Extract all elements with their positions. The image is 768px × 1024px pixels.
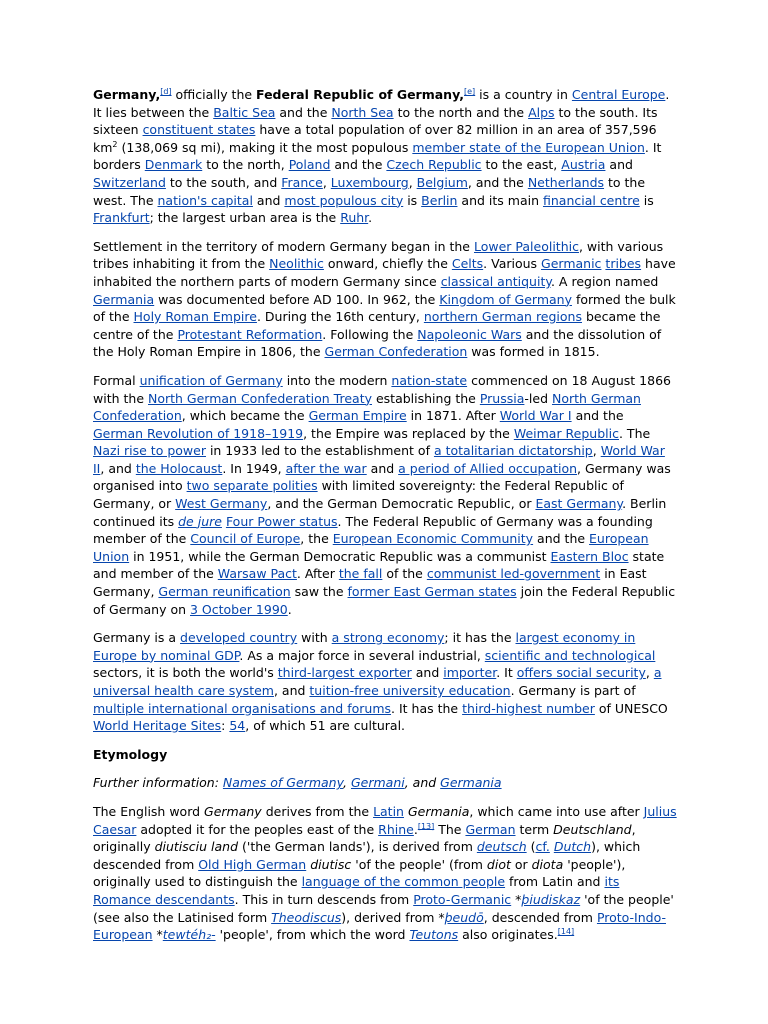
text-run: . Berlin continued its xyxy=(93,496,667,529)
wiki-link[interactable]: Germania xyxy=(440,775,502,791)
wiki-link[interactable]: Council of Europe xyxy=(190,531,301,547)
wiki-link[interactable]: þeudō xyxy=(444,909,484,925)
bold-text: , xyxy=(459,87,465,102)
citation xyxy=(464,87,475,96)
text-run: of the xyxy=(382,566,427,582)
wiki-link[interactable]: Eastern Bloc xyxy=(550,548,629,564)
wiki-link[interactable]: after the war xyxy=(285,460,367,476)
text-run: with xyxy=(297,630,332,646)
wiki-link[interactable]: importer xyxy=(443,665,497,681)
text-run: ), which descended from xyxy=(93,839,641,872)
text-run: adopted it for the peoples east of the xyxy=(136,821,379,837)
text-run: ; it has the xyxy=(444,630,516,646)
wiki-link[interactable]: nation's capital xyxy=(157,192,253,208)
citation-link[interactable]: [13] xyxy=(417,821,435,831)
wiki-link[interactable]: Four Power status xyxy=(225,513,338,529)
wiki-link[interactable]: North German Confederation Treaty xyxy=(147,390,372,406)
text-run: . The Federal Republic of Germany was a founding member of the xyxy=(93,513,653,547)
text-run: officially the xyxy=(171,87,257,102)
text-run: with limited sovereignty: the Federal Republic of Germany, or xyxy=(93,478,624,512)
text-run: in 1933 led to the establishment of xyxy=(205,443,434,459)
italic-text: diota xyxy=(531,856,564,872)
wiki-link[interactable]: 54 xyxy=(229,718,246,734)
bold-text: , xyxy=(155,87,161,102)
text-run: in East Germany, xyxy=(93,566,647,600)
wiki-link[interactable]: deutsch xyxy=(476,839,527,855)
text-run: state and member of the xyxy=(93,548,665,582)
wiki-link[interactable]: constituent states xyxy=(142,122,256,138)
article-body xyxy=(93,86,677,955)
text-run: and the dissolution of the Holy Roman Empire in 1806, the xyxy=(93,326,662,360)
wiki-link[interactable]: Denmark xyxy=(144,157,203,173)
lead-paragraph-2 xyxy=(93,238,677,361)
text-run: * xyxy=(152,927,163,943)
text-run: , with various tribes inhabiting it from the xyxy=(93,238,664,272)
text-run: in 1951, while the German Democratic Republic was a communist xyxy=(129,548,551,564)
text-run: , and xyxy=(273,683,310,698)
text-run: , of which 51 are cultural. xyxy=(245,718,406,734)
text-run: sectors, it is both the world's xyxy=(93,665,278,681)
text-run: , xyxy=(343,775,351,791)
text-run: . In 1949, xyxy=(222,460,286,476)
wiki-link[interactable]: tuition-free university education xyxy=(309,683,511,698)
text-run: to the south, and xyxy=(165,174,282,190)
wiki-link[interactable]: financial centre xyxy=(542,192,640,208)
wiki-link[interactable]: Protestant Reformation xyxy=(177,326,323,342)
wiki-link[interactable]: Central Europe xyxy=(571,87,666,102)
text-run: commenced on 18 August 1866 with the xyxy=(93,372,671,406)
italic-text: diot xyxy=(486,856,511,872)
wiki-link[interactable]: nation-state xyxy=(391,372,468,388)
wiki-link[interactable]: Old High German xyxy=(198,856,307,872)
text-run: ( xyxy=(526,839,536,855)
wiki-link[interactable]: Netherlands xyxy=(527,174,605,190)
citation-link[interactable]: [e] xyxy=(464,86,476,96)
text-run: . The xyxy=(618,425,651,441)
text-run: to the east, xyxy=(481,157,562,173)
lead-paragraph-1 xyxy=(93,86,677,227)
text-run: . It borders xyxy=(93,139,662,173)
text-run: and xyxy=(252,192,285,208)
text-run: * xyxy=(511,891,522,907)
wiki-link[interactable]: German reunification xyxy=(158,584,291,600)
wiki-link[interactable]: World Heritage Sites xyxy=(93,718,222,734)
wiki-link[interactable]: most populous city xyxy=(284,192,404,208)
wiki-link[interactable]: France xyxy=(281,174,323,190)
wiki-link[interactable]: multiple international organisations and forums xyxy=(93,700,392,716)
wiki-link[interactable]: Holy Roman Empire xyxy=(133,309,257,325)
text-run: and xyxy=(605,157,633,173)
wiki-link[interactable]: þiudiskaz xyxy=(521,891,581,907)
superscript: 2 xyxy=(112,139,118,149)
wiki-link[interactable]: scientific and technological xyxy=(484,647,656,663)
wiki-link[interactable]: Nazi rise to power xyxy=(93,443,206,459)
text-run: , which became the xyxy=(181,408,309,424)
wiki-link[interactable]: tribes xyxy=(605,256,642,272)
wiki-link[interactable]: tewtéh₂- xyxy=(162,927,216,943)
text-run: 'of the people' (from xyxy=(351,856,487,872)
wiki-link[interactable]: classical antiquity xyxy=(440,273,551,289)
text-run: The English word xyxy=(93,803,205,819)
wiki-link[interactable]: Berlin xyxy=(421,192,458,208)
text-run: and the xyxy=(533,531,590,547)
wiki-link[interactable]: offers social security xyxy=(516,665,646,681)
text-run: from Latin and xyxy=(505,874,605,890)
wiki-link[interactable]: Neolithic xyxy=(269,256,324,272)
text-run: . This in turn descends from xyxy=(234,891,414,907)
wiki-link[interactable]: the Holocaust xyxy=(135,460,223,476)
wiki-link[interactable]: European Union xyxy=(93,531,649,564)
wiki-link[interactable]: Germanic xyxy=(541,256,602,272)
text-run: (138,069 sq mi), making it the most populous xyxy=(117,139,413,155)
text-run: . During the 16th century, xyxy=(256,309,424,325)
bold-text: Germany xyxy=(93,87,156,102)
wiki-link[interactable]: language of the common people xyxy=(301,874,506,890)
text-run: is a country in xyxy=(475,87,572,102)
text-run: or xyxy=(510,856,532,872)
text-run: was documented before AD 100. In 962, the xyxy=(154,291,440,307)
text-run: ('the German lands'), is derived from xyxy=(238,839,477,855)
text-run: , the xyxy=(300,531,333,547)
text-run: in 1871. After xyxy=(406,408,500,424)
text-run: , and xyxy=(404,775,441,791)
text-run: and the xyxy=(571,408,624,424)
wiki-link[interactable]: North German Confederation xyxy=(93,390,641,424)
text-run: . xyxy=(368,210,373,226)
wiki-link[interactable]: Julius Caesar xyxy=(93,803,677,837)
text-run: Formal xyxy=(93,372,140,388)
citation-link[interactable]: [14] xyxy=(557,926,575,936)
text-run: , Germany was organised into xyxy=(93,460,671,494)
text-run: was formed in 1815. xyxy=(467,344,600,360)
text-run: and the xyxy=(275,104,332,120)
text-run: . A region named xyxy=(550,273,659,289)
wiki-link[interactable]: Frankfurt xyxy=(93,210,150,226)
text-run: and its main xyxy=(457,192,543,208)
text-run: -led xyxy=(524,390,552,406)
text-run: of UNESCO xyxy=(594,700,668,716)
text-run: and xyxy=(366,460,399,476)
citation xyxy=(160,87,171,96)
etymology-paragraph xyxy=(93,803,677,944)
text-run: . Various xyxy=(483,256,542,272)
wiki-link[interactable]: Lower Paleolithic xyxy=(473,238,579,254)
text-run: saw the xyxy=(290,584,348,600)
wiki-link[interactable]: Austria xyxy=(561,157,606,173)
text-run: ; the largest urban area is the xyxy=(149,210,341,226)
text-run: and the xyxy=(330,157,387,173)
wiki-link[interactable]: 3 October 1990 xyxy=(190,601,288,617)
wiki-link[interactable]: a period of Allied occupation xyxy=(398,460,578,476)
text-run: , the Empire was replaced by the xyxy=(303,425,514,441)
wiki-link[interactable]: Teutons xyxy=(409,927,459,943)
wiki-link[interactable]: Celts xyxy=(451,256,484,272)
text-run: to the north and the xyxy=(393,104,529,120)
text-run: also originates. xyxy=(458,927,558,943)
text-run: is xyxy=(639,192,654,208)
text-run: became the centre of the xyxy=(93,309,661,342)
text-run: , descended from xyxy=(483,909,597,925)
text-run: formed the bulk of the xyxy=(93,291,676,325)
bold-text: Federal Republic of Germany xyxy=(256,87,460,102)
wiki-link[interactable]: Germani xyxy=(350,775,405,791)
wiki-link[interactable]: the fall xyxy=(338,566,383,582)
text-run: Settlement in the territory of modern Germany began in the xyxy=(93,238,474,254)
wiki-link[interactable]: Prussia xyxy=(479,390,525,406)
wiki-link[interactable]: Luxembourg xyxy=(330,174,409,190)
wiki-link[interactable]: Ruhr xyxy=(340,210,369,226)
section-heading-etymology: Etymology xyxy=(93,746,168,762)
wiki-link[interactable]: member state of the European Union xyxy=(412,139,645,155)
wiki-link[interactable]: Latin xyxy=(373,803,404,819)
text-run: , xyxy=(645,665,654,681)
text-run: , and the German Democratic Republic, or xyxy=(267,496,536,512)
wiki-link[interactable]: a totalitarian dictatorship xyxy=(433,443,593,459)
text-run: . xyxy=(287,601,292,617)
wiki-link[interactable]: Belgium xyxy=(416,174,468,190)
text-run: to the south. Its sixteen xyxy=(93,104,658,138)
italic-text: Germania xyxy=(407,803,470,819)
wiki-link[interactable]: third-highest number xyxy=(462,700,595,716)
wiki-link[interactable]: Alps xyxy=(528,104,555,120)
text-run: , which came into use after xyxy=(469,803,644,819)
text-run: term xyxy=(515,821,554,837)
text-run: . It xyxy=(496,665,517,681)
italic-text: Germany xyxy=(204,803,262,819)
text-run: The xyxy=(434,821,466,837)
text-run: : xyxy=(221,718,230,734)
text-run: have a total population of over 82 million in an area of 357,596 km xyxy=(93,122,657,155)
text-run: into the modern xyxy=(282,372,392,388)
italic-text: diutisc xyxy=(310,856,352,872)
wiki-link[interactable]: a strong economy xyxy=(331,630,445,646)
wiki-link[interactable]: North Sea xyxy=(331,104,394,120)
wiki-link[interactable]: de jure xyxy=(178,513,222,529)
text-run: , and the xyxy=(467,174,528,190)
wiki-link[interactable]: Proto-Indo-European xyxy=(93,909,666,943)
wiki-link[interactable]: communist led-government xyxy=(426,566,601,582)
wiki-link[interactable]: German xyxy=(465,821,516,837)
text-run: join the Federal Republic of Germany on xyxy=(93,584,676,617)
wiki-link[interactable]: cf. xyxy=(535,839,550,855)
text-run: 'people', from which the word xyxy=(215,927,410,943)
wiki-link[interactable]: European Economic Community xyxy=(332,531,534,547)
wiki-link[interactable]: two separate polities xyxy=(186,478,318,494)
wiki-link[interactable]: East Germany xyxy=(535,496,623,512)
text-run: is xyxy=(403,192,422,208)
text-run: 'of the people' (see also the Latinised form xyxy=(93,891,674,925)
text-run: . As a major force in several industrial, xyxy=(239,647,485,663)
text-run: to the north, xyxy=(202,157,289,173)
wiki-link[interactable]: Germania xyxy=(93,291,155,307)
wiki-link[interactable]: World War I xyxy=(499,408,572,424)
italic-text: Deutschland xyxy=(553,821,632,837)
wiki-link[interactable]: Theodiscus xyxy=(271,909,342,925)
wiki-link[interactable]: Weimar Republic xyxy=(513,425,619,441)
text-run: . Following the xyxy=(322,326,418,342)
text-run: Germany is a xyxy=(93,630,181,646)
wiki-link[interactable]: Proto-Germanic xyxy=(413,891,512,907)
text-run: . After xyxy=(296,566,339,582)
wiki-link[interactable]: Baltic Sea xyxy=(213,104,276,120)
wiki-link[interactable]: former East German states xyxy=(347,584,517,600)
wiki-link[interactable]: developed country xyxy=(180,630,298,646)
hatnote-further-information xyxy=(93,774,677,792)
citation-link[interactable]: [d] xyxy=(160,86,172,96)
text-run: have inhabited the northern parts of modern Germany since xyxy=(93,256,676,289)
lead-paragraph-3 xyxy=(93,372,677,618)
wiki-link[interactable]: Czech Republic xyxy=(386,157,482,173)
wiki-link[interactable]: a universal health care system xyxy=(93,665,662,698)
text-run: Further information: xyxy=(93,775,223,791)
wiki-link[interactable]: Kingdom of Germany xyxy=(439,291,572,307)
citation xyxy=(418,821,434,830)
text-run: derives from the xyxy=(261,803,374,819)
wiki-link[interactable]: Rhine xyxy=(378,821,414,837)
text-run: 'people'), originally used to distinguish the xyxy=(93,856,626,890)
wiki-link[interactable]: West Germany xyxy=(175,496,268,512)
text-run: , xyxy=(408,174,417,190)
text-run: . It has the xyxy=(391,700,463,716)
wiki-link[interactable]: Dutch xyxy=(553,839,592,855)
wiki-link[interactable]: Napoleonic Wars xyxy=(417,326,522,342)
wiki-link[interactable]: Switzerland xyxy=(93,174,166,190)
text-run: , xyxy=(592,443,601,459)
wiki-link[interactable]: northern German regions xyxy=(423,309,582,325)
text-run: establishing the xyxy=(372,390,480,406)
wiki-link[interactable]: Names of Germany xyxy=(222,775,344,791)
text-run: . It lies between the xyxy=(93,87,670,120)
text-run: onward, chiefly the xyxy=(323,256,452,272)
text-run: , originally xyxy=(93,821,636,855)
text-run: to the west. The xyxy=(93,174,646,208)
wiki-link[interactable]: World War II xyxy=(93,443,665,476)
wiki-link[interactable]: largest economy in Europe by nominal GDP xyxy=(93,630,636,663)
wiki-link[interactable]: third-largest exporter xyxy=(277,665,412,681)
text-run: , and xyxy=(100,460,136,476)
wiki-link[interactable]: Warsaw Pact xyxy=(217,566,297,582)
text-run: . Germany is part of xyxy=(510,683,636,698)
text-run: , xyxy=(322,174,331,190)
wiki-link[interactable]: Poland xyxy=(288,157,331,173)
wiki-link[interactable]: German Confederation xyxy=(324,344,468,360)
wiki-link[interactable]: its Romance descendants xyxy=(93,874,620,907)
lead-paragraph-4 xyxy=(93,629,677,735)
text-run: . xyxy=(413,821,418,837)
wiki-link[interactable]: German Empire xyxy=(308,408,407,424)
text-run: and xyxy=(411,665,444,681)
citation xyxy=(558,927,574,936)
wiki-link[interactable]: unification of Germany xyxy=(139,372,283,388)
text-run: ), derived from * xyxy=(341,909,445,925)
italic-text: diutisciu land xyxy=(154,839,239,855)
wiki-link[interactable]: German Revolution of 1918–1919 xyxy=(93,425,304,441)
